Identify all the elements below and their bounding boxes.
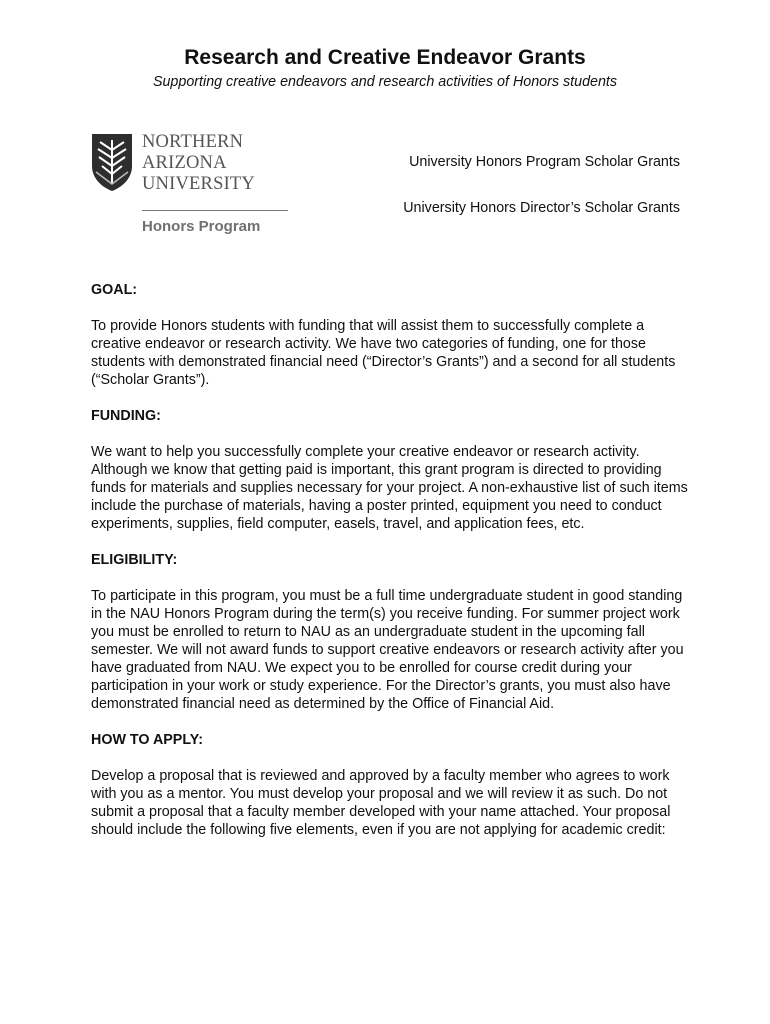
goal-paragraph: To provide Honors students with funding that will assist them to successfully complete a creative endeavor or research activity. We have two categories of funding, one for those students with demonstrated financial need (“Director’s Grants”) and a second for all students (“Scholar Grants”). bbox=[91, 318, 676, 388]
scholar-grants-label: University Honors Program Scholar Grants bbox=[409, 154, 680, 170]
funding-heading: FUNDING: bbox=[91, 408, 161, 424]
document-subtitle: Supporting creative endeavors and research activities of Honors students bbox=[152, 74, 618, 90]
nau-honors-logo bbox=[90, 130, 290, 242]
how-to-apply-heading: HOW TO APPLY: bbox=[91, 732, 204, 748]
how-to-apply-paragraph: Develop a proposal that is reviewed and approved by a faculty member who agrees to work with you as a mentor. You must develop your proposal and we will review it as such. Do not submit a proposal that a faculty member developed with your name attached. Your proposal should include the following five elements, even if you are not applying for academic credit: bbox=[91, 768, 671, 838]
wordmark-line-1: NORTHERN bbox=[142, 132, 244, 152]
wordmark-line-2: ARIZONA bbox=[142, 153, 227, 173]
honors-program-label: Honors Program bbox=[142, 218, 261, 235]
document-title: Research and Creative Endeavor Grants bbox=[184, 46, 586, 69]
director-grants-label: University Honors Director’s Scholar Grants bbox=[403, 200, 680, 216]
funding-paragraph: We want to help you successfully complete your creative endeavor or research activity. Although we know that getting paid is important, this grant program is directed to providing funds for materials and supplies necessary for your project. A non-exhaustive list of such items include the purchase of materials, having a poster printed, equipment you need to conduct experiments, supplies, field computer, easels, travel, and application fees, etc. bbox=[91, 444, 688, 532]
wordmark-line-3: UNIVERSITY bbox=[142, 174, 255, 194]
eligibility-paragraph: To participate in this program, you must be a full time undergraduate student in good standing in the NAU Honors Program during the term(s) you receive funding. For summer project work you must be enrolled to return to NAU as an undergraduate student in the upcoming fall semester. We will not award funds to support creative endeavors or research activity after you have graduated from NAU. We expect you to be enrolled for course credit during your participation in your work or study experience. For the Director’s grants, you must also have demonstrated financial need as determined by the Office of Financial Aid. bbox=[91, 588, 684, 712]
goal-heading: GOAL: bbox=[91, 282, 138, 298]
nau-wordmark bbox=[142, 132, 255, 195]
eligibility-heading: ELIGIBILITY: bbox=[91, 552, 178, 568]
logo-divider bbox=[142, 210, 288, 211]
nau-shield-icon bbox=[90, 132, 134, 192]
document-body bbox=[91, 281, 691, 857]
